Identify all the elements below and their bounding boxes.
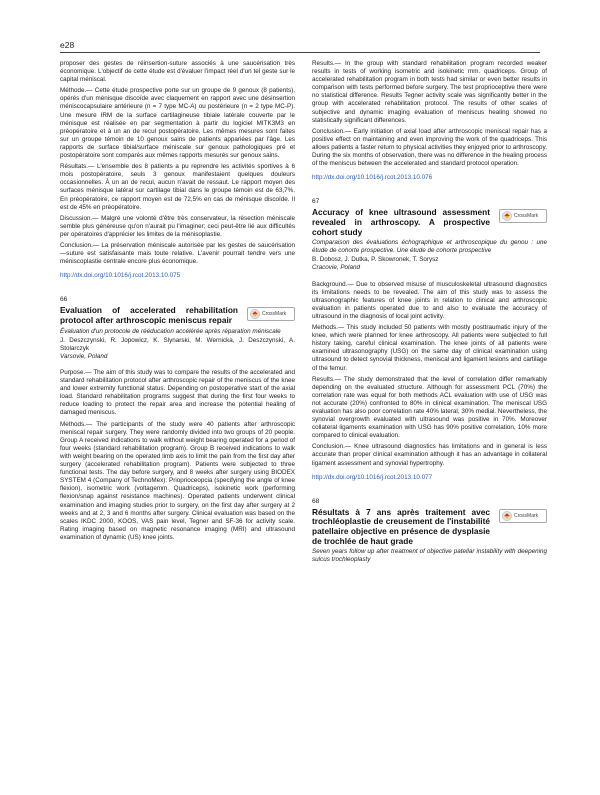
article-affiliation: Cracovie, Poland [312,264,360,272]
paragraph-conclusion: Conclusion.— Knee ultrasound diagnostics has limitations and in general is less accurate than proper clinical examination although it has an advantage in collateral ligament assessment and synovial hypertrophy. [312,443,547,467]
header-rule [60,52,540,53]
paragraph-discussion: Discussion.— Malgré une volonté d'être très conservateur, la résection méniscale semble plus généreuse qu'on n'aurait pu l'imaginer; ceci peut-être lié aux difficultés per opératoires d'apprécier les limites de la ménisoplastie. [60,214,295,238]
crossmark-label: CrossMark [514,213,539,220]
paragraph-conclusion: Conclusion.— Early initiation of axial load after arthroscopic meniscal repair has a positive effect on maintaining and even improving the work of the quadriceps. This allows patients a faster return to physical activities they enjoyed prior to arthroscopy. During the six months of observation, there was no difference in the healing process of the meniscus between the accelerated and standard protocol operation. [312,127,547,168]
article-affiliation: Varsovie, Poland [60,352,108,360]
article-header [60,306,295,325]
article-header [312,508,547,546]
paragraph-results: Results.— In the group with standard rehabilitation program recorded weaker results in tests of working isometric and isokinetic mm. quadriceps. Group of accelerated rehabilitation program in both tests had similar or even better results in comparison with tests performed before surgery. The test proprioceptive there were no statistical difference. Results Tegner activity scale was significantly better in the group with accelerated rehabilitation protocol. The results of other scales of subjective and dynamic imaging evaluation of meniscus healing showed no statistically significant differences. [312,60,547,124]
crossmark-label: CrossMark [514,512,539,519]
paragraph-resultats: Résultats.— L'ensemble des 8 patients a pu reprendre les activités sportives à 6 mois postopératoire, seuls 3 genoux manifestaient quelques douleurs occasionnelles. À un an de recul, aucun n'avait de ressaut. Le rapport moyen des surfaces ménisque latéral sur cartilage tibial dans le groupe témoin est de 63,7%. En préopératoire, ce rapport moyen est de 72,5% en cas de ménisque discoïde. Il est de 45% en préopératoire. [60,163,295,211]
paragraph-purpose: Purpose.— The aim of this study was to compare the results of the accelerated and standard rehabilitation protocol after arthroscopic repair of the meniscus of the knee and lower extremity functional status. Depending on postoperative start of the axial load. Standard rehabilitation programs suggest that during the first four weeks to reduce loading to protect the repair area and increase the potential healing of damaged meniscus. [60,369,295,417]
paragraph-conclusion: Conclusion.— La préservation méniscale autorisée par les gestes de saucérisation—suture est satisfaisante mais toute relative. L'avenir pourrait tendre vers une méniscoplastie centrale encore plus économique. [60,241,295,266]
page-number: e28 [60,40,75,50]
crossmark-badge[interactable] [247,307,295,321]
article-authors: J. Deszczynski, R. Jopowicz, K. Slynarski, M. Wernicka, J. Deszczynski, A. Stolarczyk [60,336,295,352]
paragraph-results: Results.— The study demonstrated that the level of correlation differ remarkably depending on the evaluated structure. Although for assessment PCL (70%) the correlation rate was equal for both methods ACL evaluation with use of USG was not accurate (20%) confronted to 80% in clinical examination. The meniscal USG evaluation has also poor correlation rate 40% lateral, 30% medial. Nevertheless, the synovial overgrowth evaluated with ultrasound was positive in 70%. Moreover collateral ligaments examination with USG has 90% positive correlation, 10% more compared to clinical evaluation. [312,375,547,440]
article-number: 66 [60,296,68,304]
left-column [60,60,295,545]
doi-link[interactable]: http://dx.doi.org/10.1016/j.rcot.2013.10.077 [312,473,433,481]
crossmark-label: CrossMark [262,311,287,318]
article-number: 67 [312,198,320,206]
paragraph-methods: Methods.— This study included 50 patients with mostly posttraumatic injury of the knee, which were planned for knee arthroscopy. All patients were subjected to full history taking, careful clinical examination. The knee joints of all patients were examined ultrasonography (USG) on the same day of clinical examination using ultrasound to detect synovial thickness, meniscal and ligament lesions and cartilage of the femur. [312,324,547,372]
crossmark-badge[interactable] [499,209,547,223]
article-subtitle: Évaluation d'un protocole de rééducation accélérée après réparation méniscale [60,327,281,335]
article-title: Evaluation of accelerated rehabilitation protocol after arthroscopic meniscus repair [60,305,238,326]
article-authors: B. Dobosz, J. Dutka, P. Skowronek, T. Sorysz [312,256,439,264]
doi-link[interactable]: http://dx.doi.org/10.1016/j.rcot.2013.10.075 [60,272,181,280]
crossmark-icon [250,309,260,319]
article-title: Accuracy of knee ultrasound assessment revealed in arthroscopy. A prospective cohort study [312,207,490,237]
article-subtitle: Comparaison des évaluations échographique et arthroscopique du genou : une étude de cohorte prospective. Une étude de cohorte prospective [312,239,547,255]
crossmark-icon [502,511,512,521]
paragraph-methode: Méthode.— Cette étude prospective porte sur un groupe de 9 genoux (8 patients), opérés d'un ménisque discoïde avec claquement en rapport avec une désinsertion méniscocapsulaire antérieure (n = 7 type MC-A) ou postérieure (n = 2 type MC-P). Une mesure IRM de la surface cartilagineuse tibiale latérale couverte par le ménisque est réalisée en par segmentation à partir du logiciel MITK3M3 en préopératoire et à un an de recul postopératoire. Les mêmes mesures sont faites sur un groupe témoin de 10 genoux sains de patients appariées par l'âge. Les rapports de surface tibial/surface méniscale sur genoux pathologiques pré et postopératoire sont comparés aux mêmes rapports mesurés sur genoux sains. [60,87,295,160]
paragraph-methods: Methods.— The participants of the study were 40 patients after arthroscopic meniscal repair surgery. They were randomly divided into two groups of 20 people. Group A received indications to walk without weight bearing operated for a period of four weeks (standard rehabilitation program). Group B received indications to walk with weight bearing on the operated limb axis to limit the pain from the first day after surgery (accelerated rehabilitation program). Patients were subjected to three functional tests. The day before surgery, and 8 weeks after surgery using BIODEX SYSTEM 4 (Company of TechnoMex): Prioprioceopcia (specifying the angle of knee flexion), isometric work (voltagemm. Quadriceps), isokinetic work (performing flexion/snap against resistance machines). Operated patients underwent clinical examination and imaging studies prior to surgery, on the first day after surgery at 2 weeks and at 2, 3 and 6 months after surgery. Clinical evaluation was based on the scales IKDC 2000, KOOS, VAS pain level, Tegner and SF-36 for activity scale. Rating imaging based on magnetic resonance imaging (MRI) and ultrasound examination of dynamic (US) knee joints. [60,420,295,541]
crossmark-icon [502,211,512,221]
article-number: 68 [312,497,320,505]
article-subtitle: Seven years follow up after treatment of objective patellar instability with deepening sulcus trochleoplasty [312,548,547,564]
article-title: Résultats à 7 ans après traitement avec trochléoplastie de creusement de l'instabilité patellaire objective en présence de dysplasie de trochlée de haut grade [312,506,490,546]
doi-link[interactable]: http://dx.doi.org/10.1016/j.rcot.2013.10.076 [312,174,433,182]
article-header [312,208,547,237]
right-column [312,60,547,565]
crossmark-badge[interactable] [499,509,547,523]
paragraph-background: Background.— Due to observed misuse of musculoskeletal ultrasound diagnostics its limitations needs to be revealed. The aim of this study was to assess the ultrasonographic features of knee joints in relation to clinical and arthroscopic evaluation in patients operated due to and also to evaluate the accuracy of ultrasound in the diagnosis of local joint activity. [312,280,547,320]
paragraph: proposer des gestes de réinsertion-suture associés à une saucérisation très économique. L'objectif de cette étude est d'évaluer l'impact réel d'un tel geste sur le capital méniscal. [60,60,295,84]
